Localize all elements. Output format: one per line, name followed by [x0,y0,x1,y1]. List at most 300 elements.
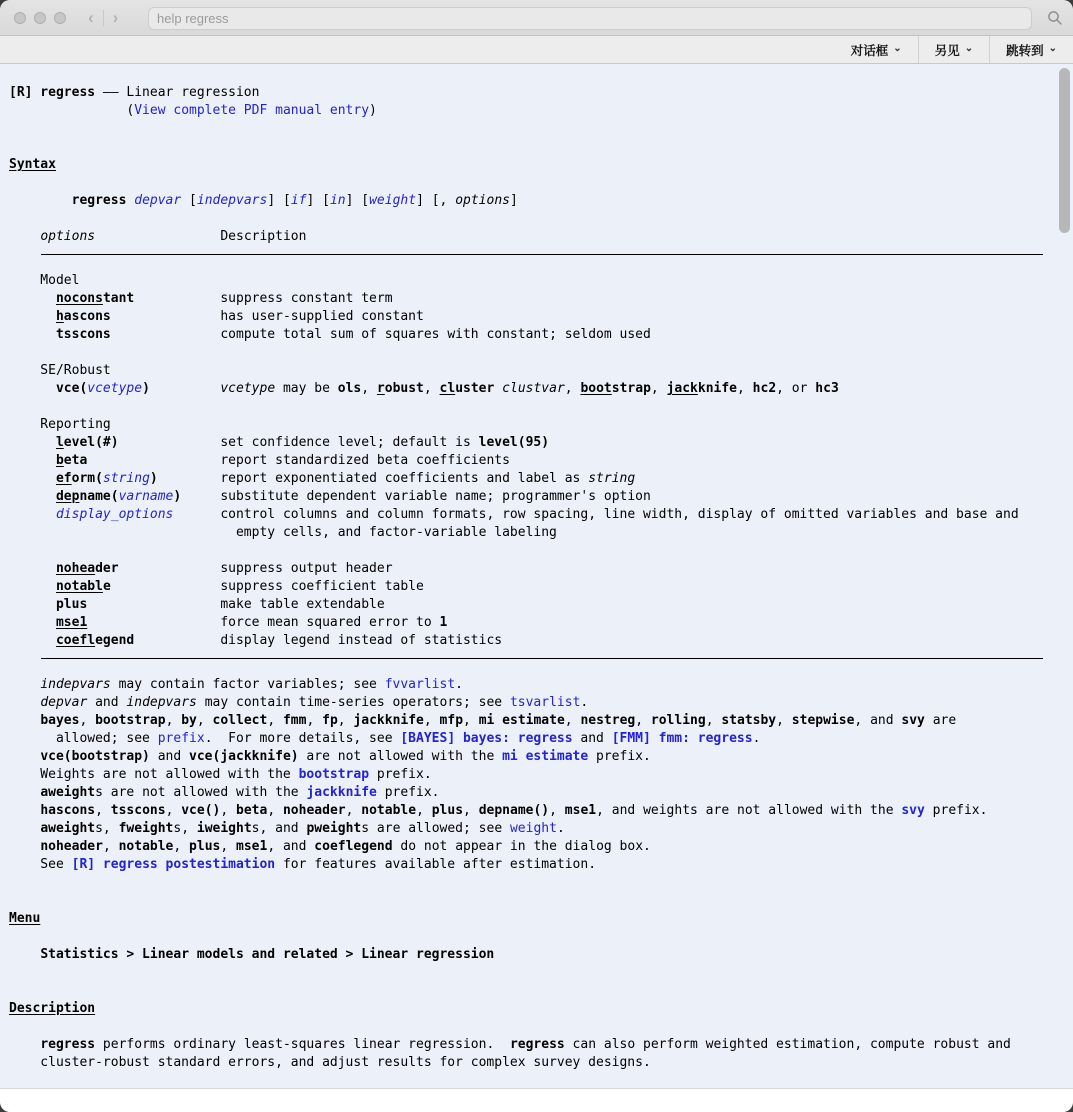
text-segment: , [95,803,111,818]
text-segment [111,309,221,324]
text-segment: notabl [55,579,103,594]
nav-divider [103,10,104,26]
text-segment: options [40,229,96,244]
text-segment: tsscons [55,327,111,342]
help-text-line [9,1054,1073,1072]
text-segment: Linear regression [126,85,260,100]
link-depvar[interactable]: depvar [134,193,182,208]
toolbar-button-dialog-label: 对话框 [850,43,889,58]
help-text-line [9,596,1073,614]
help-text-line [9,712,1073,730]
text-segment: bootstrap [95,713,166,728]
text-segment: coeflegend [314,839,393,854]
text-segment: vce() [181,803,221,818]
window-titlebar [0,0,1073,36]
text-segment: Reporting [9,417,111,432]
text-segment: , [196,713,213,728]
toolbar-button-also-see-label: 另见 [934,43,960,58]
help-text-line [9,290,1073,308]
text-segment: , [549,803,565,818]
forward-button[interactable]: › [112,7,119,27]
text-segment [181,489,220,504]
text-segment: allowed; see [9,731,158,746]
text-segment [9,821,40,836]
text-segment [87,597,220,612]
help-text-line [9,1000,1073,1018]
text-segment: suppress output header [220,561,393,576]
table-rule [9,254,1073,272]
text-segment: ) [149,471,158,486]
history-nav [88,8,118,28]
text-segment: —— [95,85,127,100]
text-segment: , [776,713,792,728]
toolbar-button-jump-to-label: 跳转到 [1006,43,1044,58]
text-segment: ) [369,103,377,118]
text-segment: ] [510,193,518,208]
help-text-line [9,838,1073,856]
help-text-line [9,308,1073,326]
text-segment: , [463,713,479,728]
text-segment: performs ordinary least-squares linear regression. [95,1037,510,1052]
horizontal-rule [41,254,1043,255]
text-segment: noheader [40,839,103,854]
text-segment: prefix. [369,767,432,782]
link-weight[interactable]: weight [369,193,417,208]
text-segment: s, [173,821,197,836]
text-segment: . [556,821,565,836]
text-segment: fweight [118,821,174,836]
scrollbar-thumb[interactable] [1059,68,1070,233]
search-input[interactable] [148,7,1032,30]
text-segment [9,471,56,486]
text-segment [111,579,221,594]
text-segment: name( [79,489,119,504]
help-text-line [9,614,1073,632]
text-segment: ) [142,381,150,396]
help-text-line [9,928,1073,946]
text-segment [9,1037,40,1052]
text-segment: may contain time-series operators; see [196,695,510,710]
help-text-line [9,874,1073,892]
text-segment: , [220,803,237,818]
text-segment: , [635,713,651,728]
close-button[interactable] [14,12,26,24]
text-segment [9,785,40,800]
status-bar [0,1088,1073,1112]
text-segment: . [455,677,463,692]
text-segment: control columns and column formats, row spacing, line width, display of omitted variables and base and [220,507,1019,522]
text-segment: regress [509,1037,565,1052]
text-segment: boot [580,381,612,396]
text-segment: clustvar [502,381,565,396]
text-segment [9,435,56,450]
help-text-line [9,578,1073,596]
link-svy[interactable]: svy [901,803,925,818]
text-segment: hc3 [815,381,839,396]
text-segment: ] [ [306,193,330,208]
text-segment: s, and [251,821,307,836]
text-segment: depname() [478,803,550,818]
text-segment: See [9,857,72,872]
text-segment: make table extendable [220,597,385,612]
link-vcetype[interactable]: vcetype [87,381,143,396]
text-segment: , or [776,381,816,396]
help-text-line [9,138,1073,156]
text-segment: are not allowed with the [298,749,503,764]
text-segment [134,633,220,648]
text-segment: , [267,713,283,728]
text-segment: s are allowed; see [361,821,510,836]
text-segment: may contain factor variables; see [110,677,385,692]
text-segment: uster [455,381,495,396]
text-segment: suppress coefficient table [220,579,424,594]
help-text-line [9,228,1073,246]
text-segment: hc2 [752,381,777,396]
link-mi-estimate[interactable]: mi estimate [502,749,589,764]
text-segment: vce(bootstrap) [40,749,150,764]
text-segment: rolling [650,713,706,728]
text-segment [95,229,220,244]
traffic-lights [14,12,66,24]
text-segment: , [165,803,182,818]
text-segment: prefix. [376,785,440,800]
text-segment: der [95,561,119,576]
help-text-line [9,120,1073,138]
help-text-line [9,434,1073,452]
text-segment: orm( [71,471,103,486]
text-segment: aweight [40,785,96,800]
chevron-down-icon: ⌄ [1048,43,1057,54]
text-segment [9,695,40,710]
help-text-line [9,380,1073,398]
text-segment: aweight [40,821,96,836]
text-segment [9,839,40,854]
text-segment: report exponentiated coefficients and label as [220,471,589,486]
toolbar-button-also-see[interactable] [919,36,989,63]
chevron-down-icon: ⌄ [893,43,902,54]
text-segment: dep [55,489,80,504]
text-segment: pweight [306,821,362,836]
text-segment: , [173,839,190,854]
text-segment: regress [71,193,127,208]
text-segment: Statistics > Linear models and related > Linear regression [40,947,495,962]
help-text-line [9,748,1073,766]
text-segment [119,561,221,576]
text-segment: strap [611,381,651,396]
text-segment [9,713,40,728]
text-segment: . [580,695,589,710]
text-segment: mfp [439,713,464,728]
text-segment: SE/Robust [9,363,111,378]
text-segment: s are not allowed with the [95,785,307,800]
text-segment [9,291,56,306]
text-segment: mi estimate [478,713,565,728]
help-text-line [9,676,1073,694]
link-fmm-fmm-regress[interactable]: [FMM] fmm: regress [611,731,753,746]
text-segment: , [463,803,479,818]
text-segment: nocons [55,291,103,306]
text-segment: report standardized beta coefficients [220,453,510,468]
table-rule [9,658,1073,676]
text-segment: Description [9,1001,96,1016]
help-text-line [9,210,1073,228]
text-segment [9,381,56,396]
link-bootstrap[interactable]: bootstrap [298,767,370,782]
text-segment: , and [854,713,902,728]
link-view-complete-pdf-manual-entry[interactable]: View complete PDF manual entry [134,103,370,118]
text-segment [9,193,72,208]
help-text-line [9,470,1073,488]
text-segment: Description [220,229,307,244]
toolbar-button-jump-to[interactable] [990,36,1073,63]
help-text-line [9,84,1073,102]
text-segment: obust [384,381,424,396]
text-segment: , [267,803,283,818]
text-segment: , [337,713,354,728]
text-segment: fp [322,713,338,728]
text-segment [9,597,56,612]
text-segment: nohea [55,561,96,576]
text-segment: cl [439,381,456,396]
help-text-line [9,694,1073,712]
back-button[interactable]: ‹ [88,7,94,27]
text-segment: plus [431,803,464,818]
help-text-line [9,326,1073,344]
text-segment: Model [9,273,80,288]
text-segment [173,507,220,522]
text-segment: plus [55,597,88,612]
text-segment: , [220,839,237,854]
text-segment: collect [212,713,268,728]
link-varname[interactable]: varname [118,489,174,504]
text-segment: notable [118,839,174,854]
link-string[interactable]: string [102,471,150,486]
text-segment: hascons [40,803,96,818]
text-segment: string [588,471,636,486]
text-segment [9,489,56,504]
search-icon[interactable] [1047,10,1063,26]
text-segment: , [165,713,182,728]
text-segment [9,229,40,244]
text-segment: substitute dependent variable name; programmer's option [220,489,651,504]
text-segment: coefl [55,633,96,648]
text-segment: plus [189,839,221,854]
help-text-line [9,632,1073,650]
help-text-line [9,272,1073,290]
text-segment: tant [102,291,135,306]
text-segment: prefix. [924,803,988,818]
help-text-line [9,192,1073,210]
text-segment [87,615,220,630]
text-segment [9,453,56,468]
text-segment: display legend instead of statistics [220,633,503,648]
text-segment: regress [40,1037,96,1052]
text-segment: , and weights are not allowed with the [596,803,902,818]
link-display-options[interactable]: display_options [55,507,174,522]
text-segment: set confidence level; default is [220,435,479,450]
help-text-line [9,856,1073,874]
text-segment: svy [901,713,925,728]
link-weight[interactable]: weight [509,821,557,836]
text-segment: , and [267,839,315,854]
text-segment: [R] regress [9,85,96,100]
link-prefix[interactable]: prefix [157,731,205,746]
text-segment: vce(jackknife) [189,749,299,764]
help-text-line [9,524,1073,542]
help-text-line [9,102,1073,120]
text-segment: , [423,713,440,728]
help-text-line [9,174,1073,192]
text-segment [9,561,56,576]
text-segment: fmm [282,713,307,728]
text-segment: , [650,381,667,396]
text-segment: nestreg [580,713,636,728]
text-segment [9,327,56,342]
help-text-line [9,784,1073,802]
text-segment: cluster-robust standard errors, and adjust results for complex survey designs. [9,1055,651,1070]
text-segment: , [79,713,96,728]
text-segment: ascons [63,309,111,324]
text-segment: ] [ [345,193,370,208]
link-fvvarlist[interactable]: fvvarlist [384,677,456,692]
text-segment: e [102,579,111,594]
link-r-regress-postestimation[interactable]: [R] regress postestimation [71,857,276,872]
text-segment: and [572,731,612,746]
text-segment: , [705,713,722,728]
text-segment: jack [666,381,698,396]
help-text-line [9,560,1073,578]
text-segment: notable [361,803,417,818]
text-segment [9,579,56,594]
text-segment: vce( [55,381,88,396]
text-segment: s, [95,821,119,836]
text-segment: . For more details, see [204,731,401,746]
text-segment: , [423,381,440,396]
help-text-line [9,156,1073,174]
help-text-line [9,398,1073,416]
text-segment: evel(#) [63,435,119,450]
link-if[interactable]: if [290,193,307,208]
text-segment [9,947,40,962]
text-segment [9,309,56,324]
help-text-line [9,766,1073,784]
link-in[interactable]: in [329,193,346,208]
text-segment: 1 [439,615,448,630]
help-document [0,64,1073,1088]
text-segment: do not appear in the dialog box. [392,839,651,854]
text-segment: ] [ [267,193,291,208]
text-segment: b [55,453,64,468]
text-segment: and [87,695,127,710]
toolbar-button-dialog[interactable] [835,36,918,63]
horizontal-rule [41,658,1043,659]
text-segment: r [376,381,385,396]
help-text-line [9,802,1073,820]
help-text-line [9,362,1073,380]
text-segment: eta [63,453,88,468]
link-indepvars[interactable]: indepvars [196,193,268,208]
text-segment: iweight [196,821,252,836]
text-segment: ] [, [416,193,456,208]
text-segment: bayes [40,713,80,728]
help-text-line [9,542,1073,560]
text-segment: egend [95,633,135,648]
text-segment [9,677,40,692]
help-text-line [9,506,1073,524]
text-segment: has user-supplied constant [220,309,424,324]
text-segment: Syntax [9,157,56,172]
text-segment: jackknife [353,713,424,728]
text-segment: , [737,381,753,396]
help-text-line [9,820,1073,838]
text-segment: mse1 [55,615,88,630]
text-segment: [ [181,193,197,208]
text-segment [87,453,220,468]
text-segment: stepwise [791,713,855,728]
help-text-line [9,730,1073,748]
help-text-line [9,946,1073,964]
text-segment: statsby [721,713,777,728]
text-segment [9,615,56,630]
text-segment: ( [9,103,135,118]
text-segment [111,327,221,342]
text-segment: h [55,309,64,324]
text-segment [150,381,220,396]
text-segment: may be [275,381,338,396]
help-text-line [9,344,1073,362]
text-segment: suppress constant term [220,291,393,306]
text-segment: ols [337,381,362,396]
help-text-line [9,892,1073,910]
text-segment: empty cells, and factor-variable labeling [235,525,557,540]
text-segment: compute total sum of squares with constant; seldom used [220,327,651,342]
help-text-line [9,488,1073,506]
text-segment: , [306,713,323,728]
zoom-button[interactable] [54,12,66,24]
link-bayes-bayes-regress[interactable]: [BAYES] bayes: regress [400,731,573,746]
text-segment: . [752,731,761,746]
text-segment: level(95) [478,435,550,450]
text-segment [494,381,502,396]
text-segment: , [102,839,119,854]
text-segment: vcetype [220,381,276,396]
help-text-line [9,982,1073,1000]
text-segment: are [924,713,957,728]
text-segment: ) [173,489,182,504]
help-text-line [9,910,1073,928]
text-segment: for features available after estimation. [275,857,597,872]
text-segment: l [55,435,64,450]
text-segment: knife [697,381,738,396]
minimize-button[interactable] [34,12,46,24]
text-segment: beta [236,803,268,818]
text-segment [9,507,56,522]
text-segment: force mean squared error to [220,615,440,630]
text-segment [134,291,220,306]
text-segment: by [181,713,197,728]
text-segment: noheader [282,803,346,818]
link-tsvarlist[interactable]: tsvarlist [509,695,581,710]
text-segment [9,749,40,764]
text-segment: prefix. [588,749,651,764]
help-toolbar [0,36,1073,64]
link-jackknife[interactable]: jackknife [306,785,377,800]
help-text-line [9,1018,1073,1036]
chevron-down-icon: ⌄ [964,43,974,54]
text-segment: can also perform weighted estimation, compute robust and [564,1037,1011,1052]
text-segment: , [361,381,377,396]
text-segment: options [455,193,510,208]
